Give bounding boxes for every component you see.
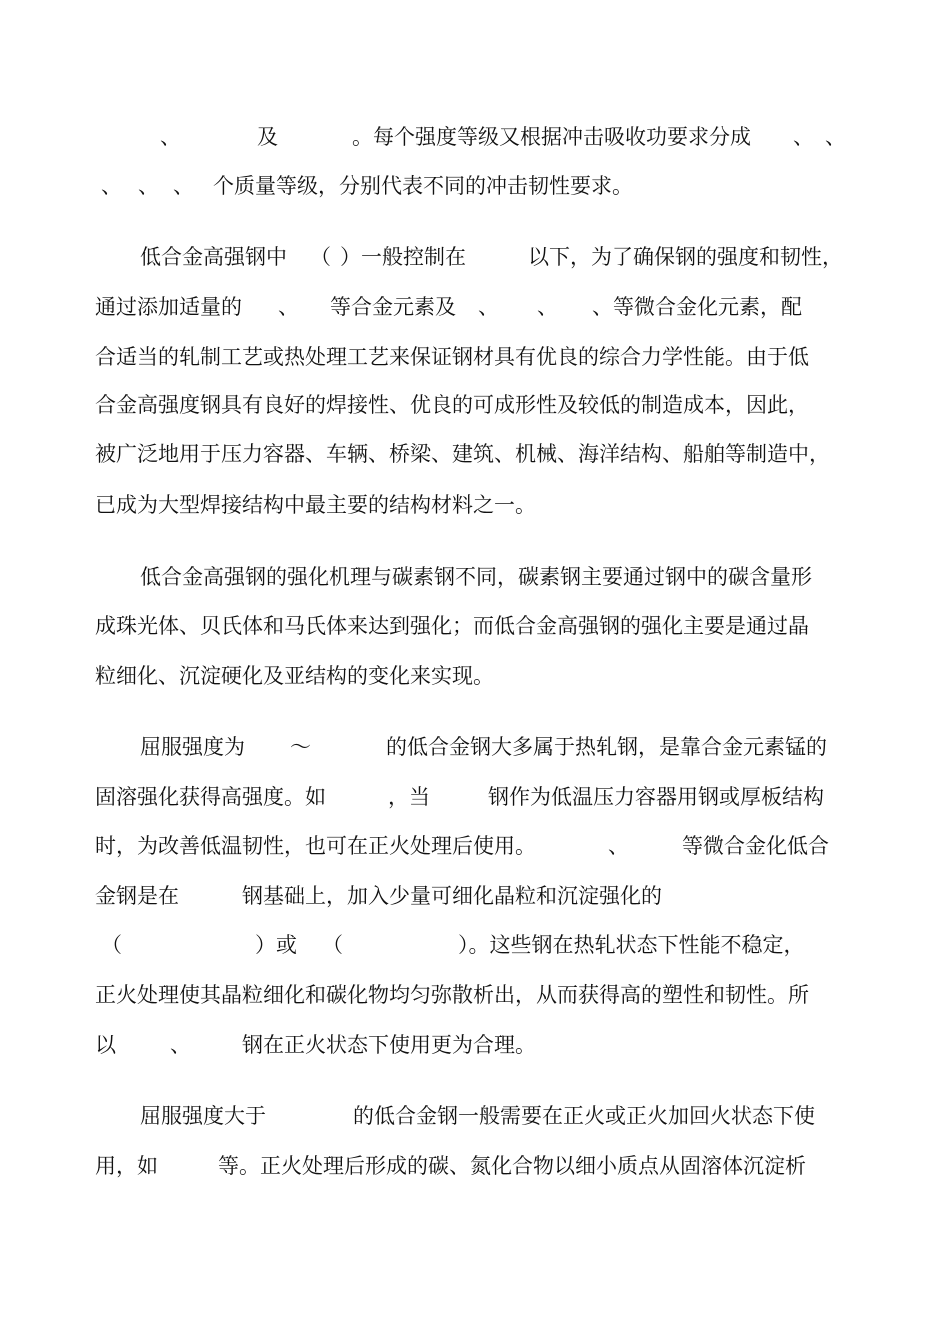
text-segment: 。每个强度等级又根据冲击吸收功要求分成 <box>352 125 751 149</box>
text-segment: （ <box>322 933 343 957</box>
text-segment: 、等微合金化元素，配 <box>592 295 802 319</box>
text-line <box>0 826 950 866</box>
text-line <box>0 385 950 425</box>
text-line <box>0 876 950 916</box>
text-segment: 、 <box>537 295 558 319</box>
text-segment: 正火处理使其晶粒细化和碳化物均匀弥散析出，从而获得高的塑性和韧性。所 <box>95 983 809 1007</box>
text-segment: 、 <box>138 174 159 198</box>
text-line <box>0 1025 950 1065</box>
text-segment: 用，如 <box>95 1154 158 1178</box>
text-segment: 钢在正火状态下使用更为合理。 <box>242 1033 536 1057</box>
text-line <box>0 434 950 474</box>
text-segment: 、 <box>278 295 299 319</box>
text-segment: 、 <box>478 295 499 319</box>
text-line <box>0 777 950 817</box>
text-segment: 钢作为低温压力容器用钢或厚板结构 <box>488 785 824 809</box>
text-segment: 的低合金钢大多属于热轧钢，是靠合金元素锰的 <box>386 735 827 759</box>
text-line <box>0 975 950 1015</box>
text-line <box>0 337 950 377</box>
text-segment: 、 <box>608 834 629 858</box>
text-segment: 固溶强化获得高强度。如 <box>95 785 326 809</box>
text-segment: 时，为改善低温韧性，也可在正火处理后使用。 <box>95 834 536 858</box>
text-segment: 屈服强度为 <box>140 735 245 759</box>
text-line <box>0 166 950 206</box>
text-segment: 以下，为了确保钢的强度和韧性， <box>528 245 843 269</box>
text-segment: 成珠光体、贝氏体和马氏体来达到强化；而低合金高强钢的强化主要是通过晶 <box>95 614 809 638</box>
text-segment: 等微合金化低合 <box>682 834 829 858</box>
text-segment: 及 <box>257 125 278 149</box>
text-segment: （ <box>310 245 331 269</box>
text-segment: 被广泛地用于压力容器、车辆、桥梁、建筑、机械、海洋结构、船舶等制造中， <box>95 442 830 466</box>
text-segment: 的低合金钢一般需要在正火或正火加回火状态下使 <box>353 1104 815 1128</box>
text-segment: （ <box>101 933 122 957</box>
text-segment: 粒细化、沉淀硬化及亚结构的变化来实现。 <box>95 664 494 688</box>
text-segment: 等。正火处理后形成的碳、氮化合物以细小质点从固溶体沉淀析 <box>218 1154 806 1178</box>
text-segment: 、 <box>173 174 194 198</box>
text-line <box>0 485 950 525</box>
text-line <box>0 117 950 157</box>
text-line <box>0 557 950 597</box>
text-segment: 已成为大型焊接结构中最主要的结构材料之一。 <box>95 493 536 517</box>
text-segment: ）。这些钢在热轧状态下性能不稳定， <box>458 933 805 957</box>
text-line <box>0 656 950 696</box>
text-segment: 通过添加适量的 <box>95 295 242 319</box>
text-line <box>0 606 950 646</box>
text-segment: 、 <box>825 125 846 149</box>
text-segment: 合适当的轧制工艺或热处理工艺来保证钢材具有优良的综合力学性能。由于低 <box>95 345 809 369</box>
text-segment: 、 <box>101 174 122 198</box>
text-line <box>0 925 950 965</box>
text-line <box>0 1146 950 1186</box>
text-segment: 钢基础上，加入少量可细化晶粒和沉淀强化的 <box>242 884 662 908</box>
text-segment: 合金高强度钢具有良好的焊接性、优良的可成形性及较低的制造成本，因此， <box>95 393 809 417</box>
text-line <box>0 727 950 767</box>
text-segment: 、 <box>793 125 814 149</box>
text-segment: 低合金高强钢中 <box>140 245 287 269</box>
text-segment: 、 <box>170 1033 191 1057</box>
text-segment: 、 <box>160 125 181 149</box>
text-segment: 以 <box>95 1033 116 1057</box>
text-segment: ，当 <box>388 785 430 809</box>
text-segment: ～ <box>290 735 311 759</box>
text-line <box>0 1096 950 1136</box>
text-segment: 屈服强度大于 <box>140 1104 266 1128</box>
text-segment: 低合金高强钢的强化机理与碳素钢不同，碳素钢主要通过钢中的碳含量形 <box>140 565 812 589</box>
text-segment: ）一般控制在 <box>340 245 466 269</box>
text-segment: ）或 <box>255 933 297 957</box>
text-segment: 个质量等级，分别代表不同的冲击韧性要求。 <box>213 174 633 198</box>
text-line <box>0 237 950 277</box>
text-line <box>0 287 950 327</box>
text-segment: 金钢是在 <box>95 884 179 908</box>
text-segment: 等合金元素及 <box>330 295 456 319</box>
